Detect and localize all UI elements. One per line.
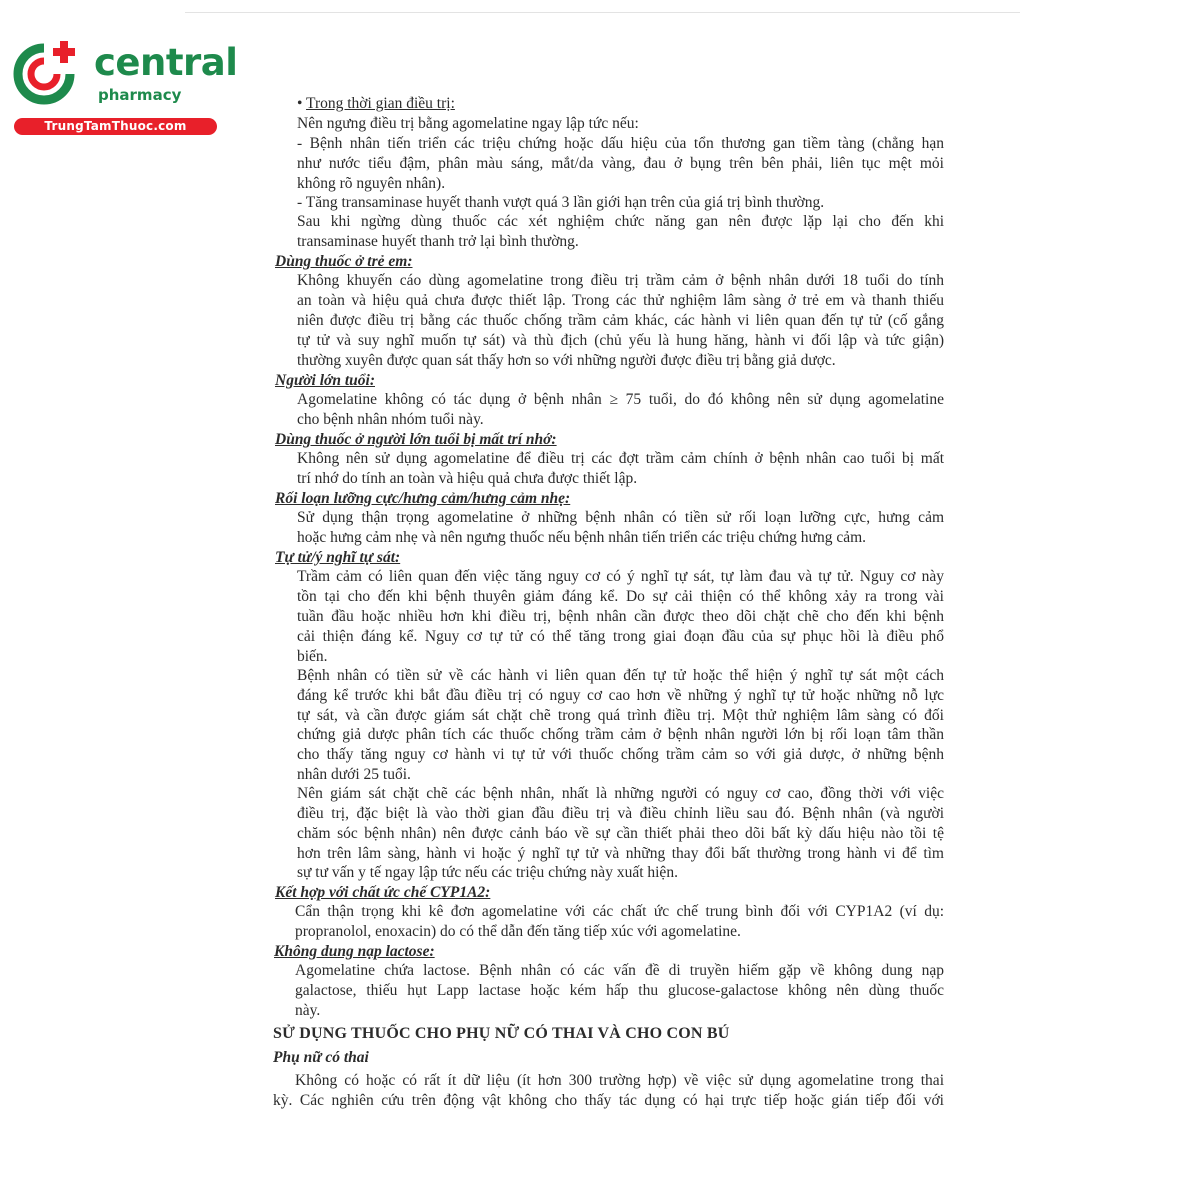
text-line: tự sát, và cần được giám sát chặt chẽ trong quá trình điều trị. Một thử nghiệm lâm sàng có đối xyxy=(297,707,944,724)
text-line: Không có hoặc có rất ít dữ liệu (ít hơn 300 trường hợp) về việc sử dụng agomelatine trong thai xyxy=(295,1072,944,1089)
text-line: - Bệnh nhân tiến triển các triệu chứng hoặc dấu hiệu của tổn thương gan tiềm tàng (chẳng hạn xyxy=(297,135,944,152)
text-line: tồn tại cho đến khi bệnh thuyên giảm đáng kể. Do sự cải thiện có thể không xảy ra trong vài xyxy=(297,588,944,605)
text-line: Bệnh nhân có tiền sử về các hành vi liên quan đến tự tử hoặc thể hiện ý nghĩ tự sát một cách xyxy=(297,667,944,684)
text-line: Không nên sử dụng agomelatine để điều trị các đợt trầm cảm chính ở bệnh nhân cao tuổi bị mất xyxy=(297,450,944,467)
bullet-mark: • xyxy=(297,95,307,112)
section-heading-suicide: Tự tử/ý nghĩ tự sát: xyxy=(275,549,401,566)
text-line: cho bệnh nhân nhóm tuổi này. xyxy=(297,411,484,428)
text-line: Nên giám sát chặt chẽ các bệnh nhân, nhất là những người có nguy cơ cao, đồng thời với việc xyxy=(297,785,944,802)
section-heading-cyp1a2: Kết hợp với chất ức chế CYP1A2: xyxy=(275,884,491,901)
text-line: biến. xyxy=(297,648,328,665)
text-line: Agomelatine không có tác dụng ở bệnh nhân ≥ 75 tuổi, do đó không nên sử dụng agomelatine xyxy=(297,391,944,408)
text-line: điều trị, đặc biệt là vào thời gian đầu điều trị và điều chỉnh liều sau đó. Bệnh nhân (và người xyxy=(297,805,944,822)
text-line: trí nhớ do tính an toàn và hiệu quả chưa được thiết lập. xyxy=(297,470,638,487)
text-line: tự tử và suy nghĩ muốn tự sát) và thù địch (chủ yếu là hung hăng, hành vi đối lập và tức giận) xyxy=(297,332,944,349)
text-line: chứng giả dược phân tích các thuốc chống trầm cảm ở bệnh nhân người lớn bị rối loạn tâm thần xyxy=(297,726,944,743)
section-heading-children: Dùng thuốc ở trẻ em: xyxy=(275,253,413,270)
text-line: chăm sóc bệnh nhân) nên được cảnh báo về sự cần thiết phải theo dõi bất kỳ dấu hiệu nào tồi tệ xyxy=(297,825,944,842)
bullet-heading: Trong thời gian điều trị: xyxy=(306,95,455,112)
text-line: thường xuyên được quan sát thấy hơn so với những người được điều trị bằng giả dược. xyxy=(297,352,836,369)
text-line: kỳ. Các nghiên cứu trên động vật không cho thấy tác dụng có hại trực tiếp hoặc gián tiếp đối với xyxy=(273,1092,944,1109)
section-heading-bipolar: Rối loạn lưỡng cực/hưng cảm/hưng cảm nhẹ: xyxy=(275,490,571,507)
text-line: cải thiện đáng kể. Nguy cơ tự tử có thể tăng trong giai đoạn đầu của sự phục hồi là điều phổ xyxy=(297,628,944,645)
text-line: an toàn và hiệu quả chưa được thiết lập. Trong các thử nghiệm lâm sàng ở trẻ em và thanh thiếu xyxy=(297,292,944,309)
section-heading-elderly: Người lớn tuổi: xyxy=(275,372,375,389)
text-line: sự tư vấn y tế ngay lập tức nếu các triệu chứng này xuất hiện. xyxy=(297,864,678,881)
text-line: này. xyxy=(295,1002,321,1019)
text-line: đáng kể trước khi bắt đầu điều trị có nguy cơ cao hơn về những ý nghĩ tự tử hoặc những nỗ lực xyxy=(297,687,944,704)
brand-name: central xyxy=(94,41,238,84)
text-line: Trầm cảm có liên quan đến việc tăng nguy cơ có ý nghĩ tự sát, tự làm đau và tự tử. Nguy cơ này xyxy=(297,568,944,585)
text-line: galactose, thiếu hụt Lapp lactase hoặc kém hấp thu glucose-galactose không nên dùng thuốc xyxy=(295,982,944,999)
text-line: tuần đầu hoặc nhiều hơn khi điều trị, bệnh nhân cần được theo dõi chặt chẽ cho đến khi bệnh xyxy=(297,608,944,625)
text-line: không rõ nguyên nhân). xyxy=(297,175,446,192)
text-line: Nên ngưng điều trị bằng agomelatine ngay lập tức nếu: xyxy=(297,115,639,132)
text-line: Sau khi ngừng dùng thuốc các xét nghiệm chức năng gan nên được lặp lại cho đến khi xyxy=(297,213,944,230)
brand-subtitle: pharmacy xyxy=(98,86,182,104)
bullet-line xyxy=(297,94,455,114)
text-line: niên được điều trị bằng các thuốc chống trầm cảm khác, các hành vi liên quan đến tự tử (cố gắng xyxy=(297,312,944,329)
text-line: cho thấy tăng nguy cơ hành vi tự tử với thuốc chống trầm cảm so với giả dược, ở những bệnh xyxy=(297,746,944,763)
text-line: Không khuyến cáo dùng agomelatine trong điều trị trầm cảm ở bệnh nhân dưới 18 tuổi do tính xyxy=(297,272,944,289)
text-line: Sử dụng thận trọng agomelatine ở những bệnh nhân có tiền sử rối loạn lưỡng cực, hưng cảm xyxy=(297,509,944,526)
section-heading-dementia: Dùng thuốc ở người lớn tuổi bị mất trí nhớ: xyxy=(275,431,557,448)
brand-url-badge: TrungTamThuoc.com xyxy=(14,118,217,135)
text-line: Agomelatine chứa lactose. Bệnh nhân có các vấn đề di truyền hiếm gặp về không dung nạp xyxy=(295,962,944,979)
text-line: nhân dưới 25 tuổi. xyxy=(297,766,411,783)
text-line: transaminase huyết thanh trở lại bình thường. xyxy=(297,233,579,250)
section-title-pregnancy: SỬ DỤNG THUỐC CHO PHỤ NỮ CÓ THAI VÀ CHO CON BÚ xyxy=(273,1025,730,1042)
section-heading-lactose: Không dung nạp lactose: xyxy=(274,943,435,960)
text-line: propranolol, enoxacin) do có thể dẫn đến tăng tiếp xúc với agomelatine. xyxy=(295,923,741,940)
text-line: Cẩn thận trọng khi kê đơn agomelatine với các chất ức chế trung bình đối với CYP1A2 (ví dụ: xyxy=(295,903,944,920)
text-line: hơn trên lâm sàng, hành vi hoặc ý nghĩ tự tử và những thay đổi bất thường trong hành vi để tìm xyxy=(297,845,944,862)
text-line: hoặc hưng cảm nhẹ và nên ngưng thuốc nếu bệnh nhân tiến triển các triệu chứng hưng cảm. xyxy=(297,529,867,546)
subsection-title-pregnant-women: Phụ nữ có thai xyxy=(273,1049,369,1066)
text-line: - Tăng transaminase huyết thanh vượt quá 3 lần giới hạn trên của giá trị bình thường. xyxy=(297,194,825,211)
text-line: như nước tiểu đậm, phân màu sáng, mắt/da vàng, đau ở bụng trên bên phải, liên tục mệt mỏi xyxy=(297,155,944,172)
